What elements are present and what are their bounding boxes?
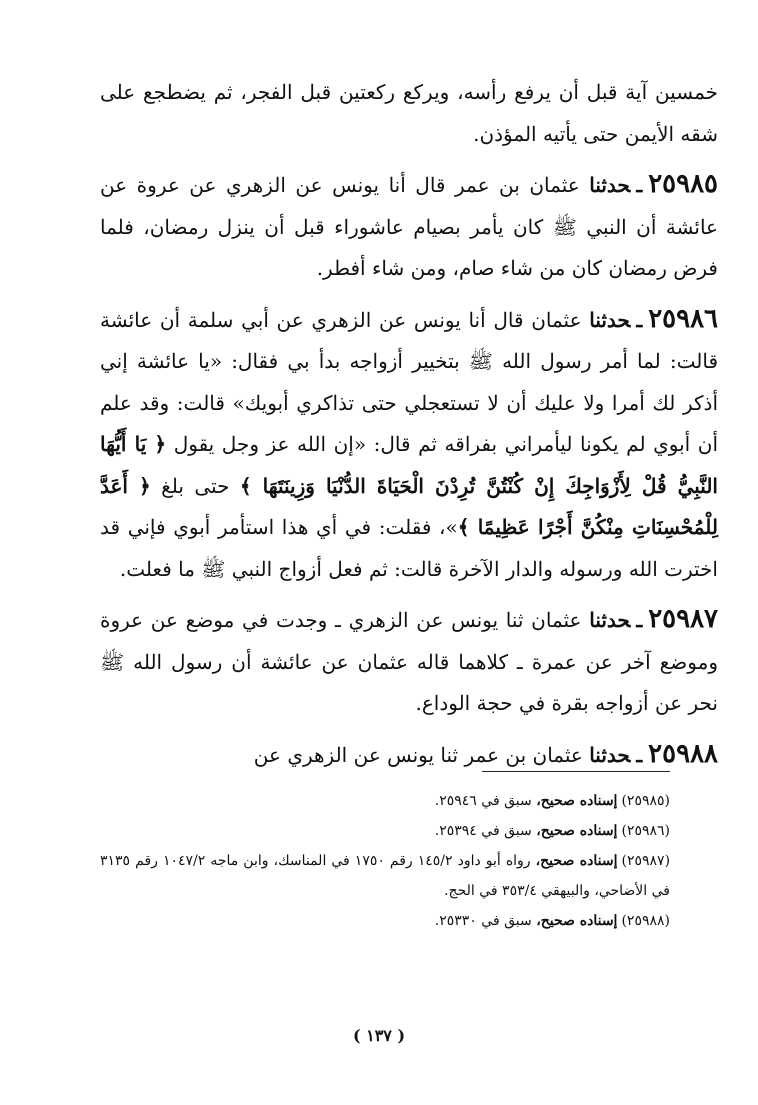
footnote-label: إسناده صحيح، xyxy=(536,913,618,929)
footnote-divider xyxy=(482,771,670,772)
hadith-dash: ـ xyxy=(636,307,643,332)
hadith-dash: ـ xyxy=(636,608,643,632)
footnote-text: سبق في ٢٥٩٤٦. xyxy=(434,793,532,809)
hadith-keyword: حدثنا xyxy=(589,307,631,332)
footnote-label: إسناده صحيح، xyxy=(536,793,618,809)
hadith-25988 xyxy=(100,734,718,777)
footnote xyxy=(100,846,670,906)
footnote-text: سبق في ٢٥٣٣٠. xyxy=(434,913,532,929)
footnote-text: سبق في ٢٥٣٩٤. xyxy=(434,823,532,839)
hadith-text: عثمان بن عمر ثنا يونس عن الزهري عن xyxy=(253,742,583,767)
hadith-text: عثمان ثنا يونس عن الزهري ـ وجدت في موضع عن عروة وموضع آخر عن عمرة ـ كلاهما قاله عثمان عن عائشة أن رسول الله ﷺ نحر عن أزواجه بقرة في حجة الوداع. xyxy=(100,608,718,715)
page-number: ( ١٣٧ ) xyxy=(352,1026,406,1045)
hadith-25985 xyxy=(100,164,718,290)
footnote-text: رواه أبو داود ١٤٥/٢ رقم ١٧٥٠ في المناسك، وابن ماجه ١٠٤٧/٢ رقم ٣١٣٥ في الأضاحي، والبيهقي ٣٥٣/٤ في الحج. xyxy=(100,853,670,899)
quran-verse: ﴿ أَعَدَّ لِلْمُحْسِنَاتِ مِنْكُنَّ أَجْرًا عَظِيمًا ﴾ xyxy=(100,473,718,539)
footnote xyxy=(100,816,670,846)
hadith-keyword: حدثنا xyxy=(589,173,631,197)
hadith-text: »، فقلت: في أي هذا استأمر أبوي فإني قد اخترت الله ورسوله والدار الآخرة قالت: ثم فعل أزواج النبي ﷺ ما فعلت. xyxy=(100,515,718,581)
hadith-number: ٢٥٩٨٦ xyxy=(648,303,719,334)
hadith-text: عثمان بن عمر قال أنا يونس عن الزهري عن عروة عن عائشة أن النبي ﷺ كان يأمر بصيام عاشوراء قبل أن ينزل رمضان، فلما فرض رمضان كان من شاء صام، ومن شاء أفطر. xyxy=(100,173,718,280)
hadith-number: ٢٥٩٨٨ xyxy=(648,738,718,769)
hadith-text: حتى بلغ xyxy=(161,473,230,498)
footnote-label: إسناده صحيح، xyxy=(536,823,618,839)
footnote-ref: (٢٥٩٨٧) xyxy=(621,853,671,869)
footnote xyxy=(100,906,670,936)
hadith-keyword: حدثنا xyxy=(589,608,631,632)
footnotes xyxy=(100,786,670,936)
footnote-ref: (٢٥٩٨٥) xyxy=(621,793,670,809)
footnote xyxy=(100,786,670,816)
footnote-label: إسناده صحيح، xyxy=(535,853,618,869)
hadith-number: ٢٥٩٨٧ xyxy=(648,604,719,634)
quran-verse: ﴿ يَا أَيُّهَا النَّبِيُّ قُلْ لِأَزْوَاجِكَ إِنْ كُنْتُنَّ تُرِدْنَ الْحَيَاةَ الدُّنْيَا وَزِينَتَهَا ﴾ xyxy=(100,432,718,498)
footnote-ref: (٢٥٩٨٦) xyxy=(621,823,670,839)
hadith-number: ٢٥٩٨٥ xyxy=(648,169,719,199)
footnote-ref: (٢٥٩٨٨) xyxy=(621,913,670,929)
hadith-keyword: حدثنا xyxy=(589,742,631,767)
hadith-25986 xyxy=(100,299,718,591)
intro-text: خمسين آية قبل أن يرفع رأسه، ويركع ركعتين قبل الفجر، ثم يضطجع على شقه الأيمن حتى يأتيه المؤذن. xyxy=(100,80,718,146)
main-text xyxy=(100,72,718,776)
hadith-dash: ـ xyxy=(636,742,643,767)
hadith-text: عثمان قال أنا يونس عن الزهري عن أبي سلمة أن عائشة قالت: لما أمر رسول الله ﷺ بتخيير أزواجه بدأ بي فقال: «يا عائشة إني أذكر لك أمرا ولا عليك أن لا تستعجلي حتى تذاكري أبويك» قالت: وقد علم أن أبوي لم يكونا ليأمراني بفراقه ثم قال: «إن الله عز وجل يقول xyxy=(100,307,718,456)
intro-paragraph xyxy=(100,72,718,155)
hadith-25987 xyxy=(100,599,718,725)
hadith-dash: ـ xyxy=(636,173,643,197)
